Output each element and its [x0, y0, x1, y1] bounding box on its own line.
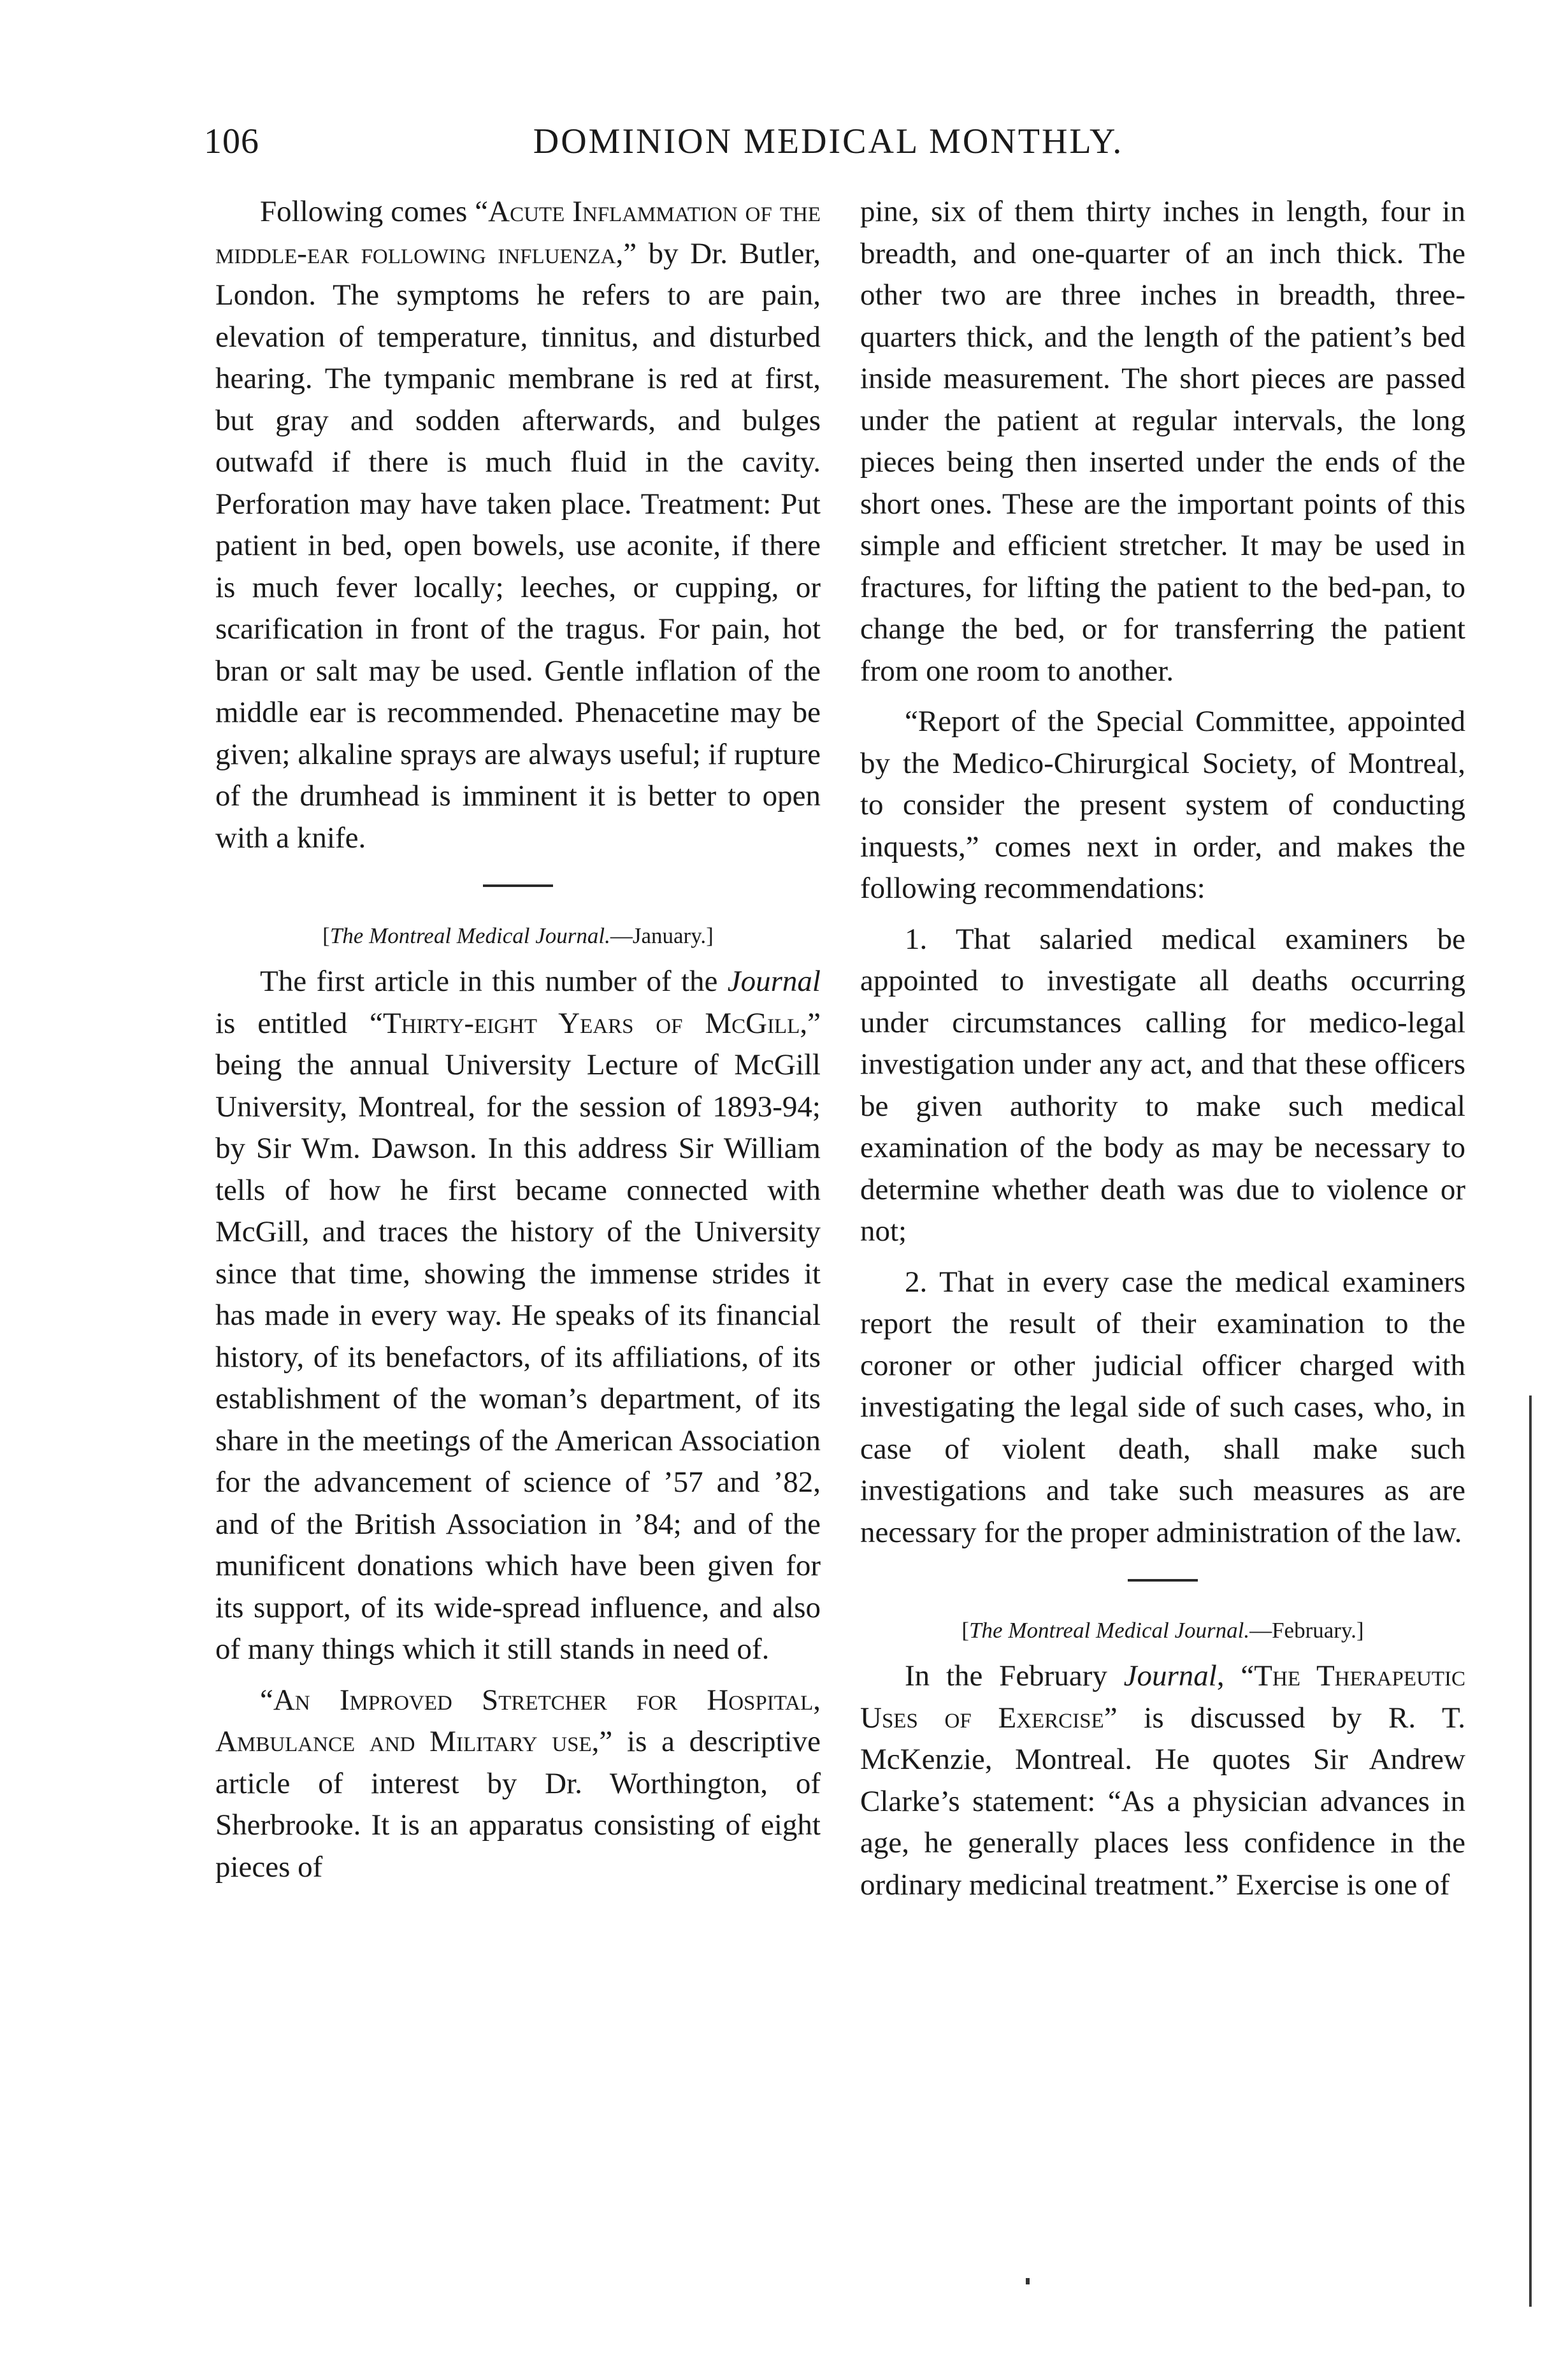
article-title: Thirty-eight Years of McGill, — [382, 1006, 808, 1040]
article-stretcher: “An Improved Stretcher for Hospital, Ambulance and Military use,” is a descriptive article of interest by Dr. Worthington, of Sherbrooke. It is an apparatus consisting of eight pieces of — [215, 1683, 821, 1884]
source-citation: [The Montreal Medical Journal.—February.] — [961, 1618, 1364, 1643]
article-acute-inflammation: Following comes “Acute Inflammation of the middle-ear following influenza,” by Dr. Butler, London. The symptoms he refers to are pain, elevation of temperature, tinnitus, and disturbed hearing. The tympanic membrane is red at first, but gray and sodden afterwards, and bulges outwafd if there is much fluid in the cavity. Perforation may have taken place. Treatment: Put patient in bed, open bowels, use aconite, if there is much fever locally; leeches, or cupping, or scarification in front of the tragus. For pain, hot bran or salt may be used. Gentle inflation of the middle ear is recommended. Phenacetine may be given; alkaline sprays are always useful; if rupture of the drumhead is imminent it is better to open with a knife. — [215, 195, 821, 855]
left-column — [215, 191, 821, 1888]
section-divider — [1128, 1579, 1198, 1582]
stretcher-continued: pine, six of them thirty inches in length, four in breadth, and one-quarter of an inch thick. The other two are three inches in breadth, three-quarters thick, and the length of the patient’s bed inside measurement. The short pieces are passed under the patient at regular intervals, the long pieces being then inserted under the ends of the short ones. These are the important points of this simple and efficient stretcher. It may be used in fractures, for lifting the patient to the bed-pan, to change the bed, or for transferring the patient from one room to another. — [860, 195, 1465, 688]
right-column — [860, 191, 1465, 1906]
scan-edge-mark — [1529, 1396, 1532, 2307]
article-exercise: In the February Journal, “The Therapeutic Uses of Exercise” is discussed by R. T. McKenzie, Montreal. He quotes Sir Andrew Clarke’s statement: “As a physician advances in age, he generally places less confidence in the ordinary medicinal treatment.” Exercise is one of — [860, 1659, 1465, 1901]
section-divider — [483, 884, 553, 887]
article-title: The Therapeutic Uses of Exercise — [860, 1659, 1465, 1735]
source-citation: [The Montreal Medical Journal.—January.] — [322, 923, 714, 948]
recommendation-2: 2. That in every case the medical examiners report the result of their examination to the coroner or other judicial officer charged with investigating the legal side of such cases, who, in case of violent death, shall make such investigations and take such measures as are necessary for the proper administration of the law. — [860, 1265, 1465, 1549]
page-header — [204, 121, 1453, 172]
article-title: Acute Inflammation of the middle-ear following influenza, — [215, 195, 821, 270]
recommendation-1: 1. That salaried medical examiners be appointed to investigate all deaths occurring under circumstances calling for medico-legal investigation under any act, and that these officers be given authority to make such medical examination of the body as may be necessary to determine whether death was due to violence or not; — [860, 922, 1465, 1248]
article-mcgill: The first article in this number of the Journal is entitled “Thirty-eight Years of McGill,” being the annual University Lecture of McGill University, Montreal, for the session of 1893-94; by Sir Wm. Dawson. In this address Sir William tells of how he first became connected with McGill, and traces the history of the University since that time, showing the immense strides it has made in every way. He speaks of its financial history, of its benefactors, of its affiliations, of its establishment of the woman’s department, of its share in the meetings of the American Association for the advancement of science of ’57 and ’82, and of the British Association in ’84; and of the munificent donations which have been given for its support, of its wide-spread influence, and also of many things which it still stands in need of. — [215, 965, 821, 1666]
article-title: An Improved Stretcher for Hospital, Ambulance and Military use, — [215, 1683, 821, 1758]
inquest-report: “Report of the Special Committee, appointed by the Medico-Chirurgical Society, of Montreal, to consider the present system of conducting inquests,” comes next in order, and makes the following recommendations: — [860, 705, 1465, 905]
running-title: DOMINION MEDICAL MONTHLY. — [533, 122, 1124, 161]
page-number: 106 — [204, 122, 259, 161]
ink-speck — [1026, 2278, 1030, 2284]
